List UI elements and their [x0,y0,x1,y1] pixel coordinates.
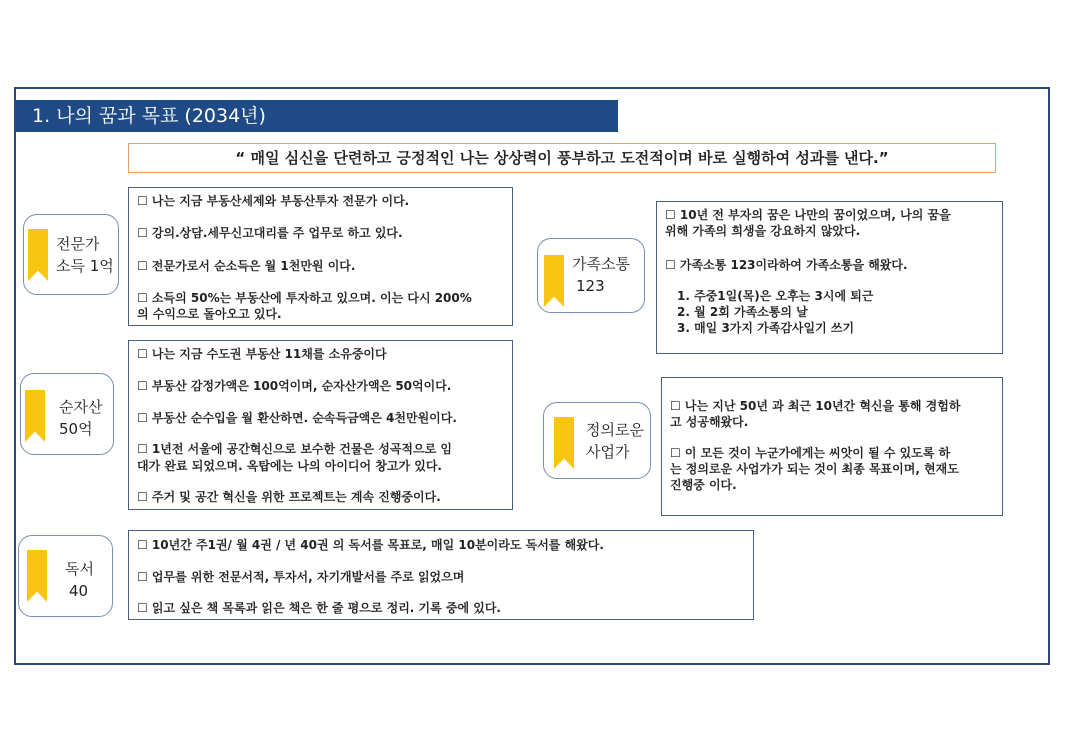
family-item: ☐ 10년 전 부자의 꿈은 나만의 꿈이었으며, 나의 꿈을 [665,208,951,222]
label-business-line2: 사업가 [586,443,630,461]
asset-item: ☐ 주거 및 공간 혁신을 위한 프로젝트는 계속 진행중이다. [137,490,441,504]
expert-item: ☐ 소득의 50%는 부동산에 투자하고 있으며. 이는 다시 200% [137,291,472,305]
business-item: 고 성공해왔다. [670,415,749,429]
family-item: 위해 가족의 희생을 강요하지 않았다. [665,224,861,238]
business-item: 는 정의로운 사업가가 되는 것이 최종 목표이며, 현재도 [670,462,959,476]
reading-item: ☐ 읽고 싶은 책 목록과 읽은 책은 한 줄 평으로 정리. 기록 중에 있다. [137,601,501,615]
business-item: ☐ 나는 지난 50년 과 최근 10년간 혁신을 통해 경험하 [670,399,961,413]
asset-item: ☐ 나는 지금 수도권 부동산 11채를 소유중이다 [137,347,387,361]
bookmark-icon [28,229,48,281]
bookmark-icon [25,390,45,442]
motto-banner: “ 매일 심신을 단련하고 긍정적인 나는 상상력이 풍부하고 도전적이며 바로 실행하여 성과를 낸다.” [128,143,996,173]
asset-item: 대가 완료 되었으며. 옥탑에는 나의 아이디어 창고가 있다. [137,459,442,473]
expert-item: ☐ 전문가로서 순소득은 월 1천만원 이다. [137,259,356,273]
label-family [537,238,645,313]
family-subitem: 2. 월 2회 가족소통의 날 [677,305,808,319]
label-expert-line2: 소득 1억 [56,257,114,275]
label-business [543,402,651,479]
label-reading-line2: 40 [69,582,89,600]
section-title: 1. 나의 꿈과 목표 (2034년) [16,100,618,132]
label-asset-line1: 순자산 [59,398,103,416]
box-expert [128,187,513,326]
box-business [661,377,1003,516]
label-asset-line2: 50억 [59,420,93,438]
asset-item: ☐ 부동산 감정가액은 100억이며, 순자산가액은 50억이다. [137,379,452,393]
reading-item: ☐ 10년간 주1권/ 월 4권 / 년 40권 의 독서를 목표로, 매일 10분이라도 독서를 해왔다. [137,538,604,552]
bookmark-icon [544,255,564,307]
label-expert [23,214,119,295]
box-family [656,201,1003,354]
asset-item: ☐ 1년전 서울에 공간혁신으로 보수한 건물은 성곡적으로 임 [137,442,452,456]
family-item: ☐ 가족소통 123이라하여 가족소통을 해왔다. [665,258,908,272]
box-reading [128,530,754,620]
box-asset [128,340,513,510]
bookmark-icon [27,550,47,602]
business-item: ☐ 이 모든 것이 누군가에게는 씨앗이 될 수 있도록 하 [670,446,951,460]
expert-item: 의 수익으로 돌아오고 있다. [137,307,282,321]
family-subitem: 1. 주중1일(목)은 오후는 3시에 퇴근 [677,289,874,303]
expert-item: ☐ 나는 지금 부동산세제와 부동산투자 전문가 이다. [137,194,410,208]
family-subitem: 3. 매일 3가지 가족감사일기 쓰기 [677,321,855,335]
label-reading [18,535,113,617]
label-asset [20,373,114,455]
business-item: 진행중 이다. [670,478,737,492]
label-family-line1: 가족소통 [572,255,630,273]
bookmark-icon [554,417,574,469]
reading-item: ☐ 업무를 위한 전문서적, 투자서, 자기개발서를 주로 읽었으며 [137,570,465,584]
label-reading-line1: 독서 [65,560,94,578]
label-expert-line1: 전문가 [56,235,100,253]
label-family-line2: 123 [576,277,605,295]
expert-item: ☐ 강의.상담.세무신고대리를 주 업무로 하고 있다. [137,226,403,240]
asset-item: ☐ 부동산 순수입을 월 환산하면. 순속득금액은 4천만원이다. [137,411,457,425]
label-business-line1: 정의로운 [586,421,644,439]
